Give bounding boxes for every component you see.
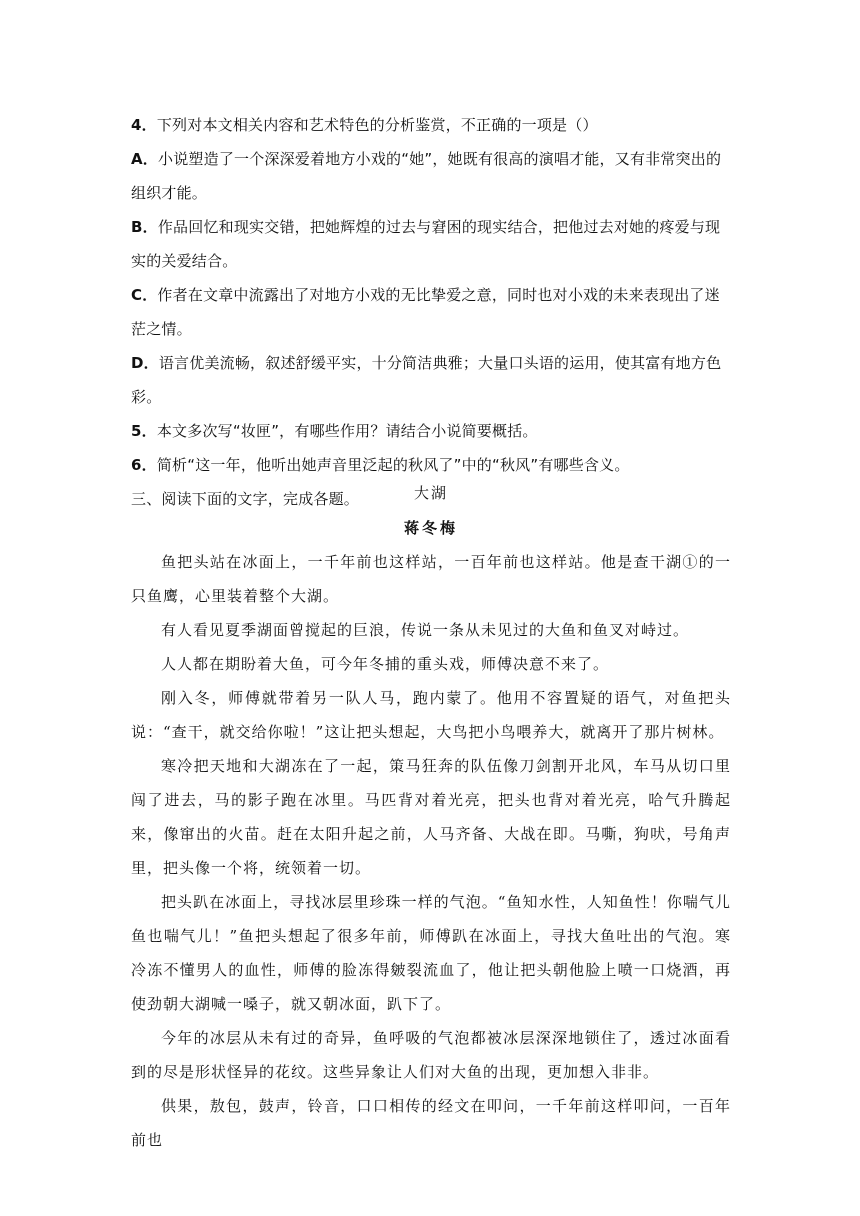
option-b [131,210,731,278]
option-d [131,346,731,414]
question-text: 下列对本文相关内容和艺术特色的分析鉴赏，不正确的一项是（） [156,116,598,134]
paragraph: 人人都在期盼着大鱼，可今年冬捕的重头戏，师傅决意不来了。 [161,655,610,673]
option-c [131,278,731,346]
question-4 [131,108,731,142]
passage-title: 大湖 [413,484,448,502]
paragraph: 供果，敖包，鼓声，铃音，口口相传的经文在叩问，一千年前这样叩问，一百年前也 [131,1097,731,1149]
paragraph: 鱼把头站在冰面上，一千年前也这样站，一百年前也这样站。他是查干湖①的一只鱼鹰，心里装着整个大湖。 [131,553,731,605]
question-section [131,108,731,516]
option-text: 语言优美流畅，叙述舒缓平实，十分简洁典雅；大量口头语的运用，使其富有地方色彩。 [131,354,722,406]
option-text: 作者在文章中流露出了对地方小戏的无比挚爱之意，同时也对小戏的未来表现出了迷茫之情。 [131,286,720,338]
option-key: D． [131,354,159,372]
paragraph: 有人看见夏季湖面曾搅起的巨浪，传说一条从未见过的大鱼和鱼叉对峙过。 [161,621,690,639]
question-text: 本文多次写“妆匣”，有哪些作用？请结合小说简要概括。 [156,422,538,440]
question-number: 6． [131,456,157,474]
option-key: A． [131,150,159,168]
paragraph: 刚入冬，师傅就带着另一队人马，跑内蒙了。他用不容置疑的语气，对鱼把头说：“查干，就交给你啦！”这让把头想起，大鸟把小鸟喂养大，就离开了那片树林。 [131,689,731,741]
passage-author: 蒋冬梅 [403,519,458,537]
option-key: B． [131,218,158,236]
paragraph: 今年的冰层从未有过的奇异，鱼呼吸的气泡都被冰层深深地锁住了，透过冰面看到的尽是形状怪异的花纹。这些异象让人们对大鱼的出现，更加想入非非。 [131,1029,731,1081]
option-text: 小说塑造了一个深深爱着地方小戏的“她”，她既有很高的演唱才能，又有非常突出的组织才能。 [131,150,722,202]
option-a [131,142,731,210]
question-number: 5． [131,422,157,440]
paragraph: 把头趴在冰面上，寻找冰层里珍珠一样的气泡。“鱼知水性，人知鱼性！你喘气儿鱼也喘气儿！”鱼把头想起了很多年前，师傅趴在冰面上，寻找大鱼吐出的气泡。寒冷冻不懂男人的血性，师傅的脸冻得皴裂流血了，他让把头朝他脸上喷一口烧酒，再使劲朝大湖喊一嗓子，就又朝冰面，趴下了。 [131,893,731,1013]
option-text: 作品回忆和现实交错，把她辉煌的过去与窘困的现实结合，把他过去对她的疼爱与现实的关爱结合。 [131,218,721,270]
question-number: 4． [131,116,157,134]
option-key: C． [131,286,158,304]
question-5 [131,414,731,448]
reading-passage [131,475,731,1157]
section-heading: 三、阅读下面的文字，完成各题。 [131,490,360,508]
question-text: 简析“这一年，他听出她声音里泛起的秋风了”中的“秋风”有哪些含义。 [156,456,630,474]
paragraph: 寒冷把天地和大湖冻在了一起，策马狂奔的队伍像刀剑割开北风，车马从切口里闯了进去，马的影子跑在冰里。马匹背对着光亮，把头也背对着光亮，哈气升腾起来，像窜出的火苗。赶在太阳升起之前，人马齐备、大战在即。马嘶，狗吠，号角声里，把头像一个将，统领着一切。 [131,757,731,877]
